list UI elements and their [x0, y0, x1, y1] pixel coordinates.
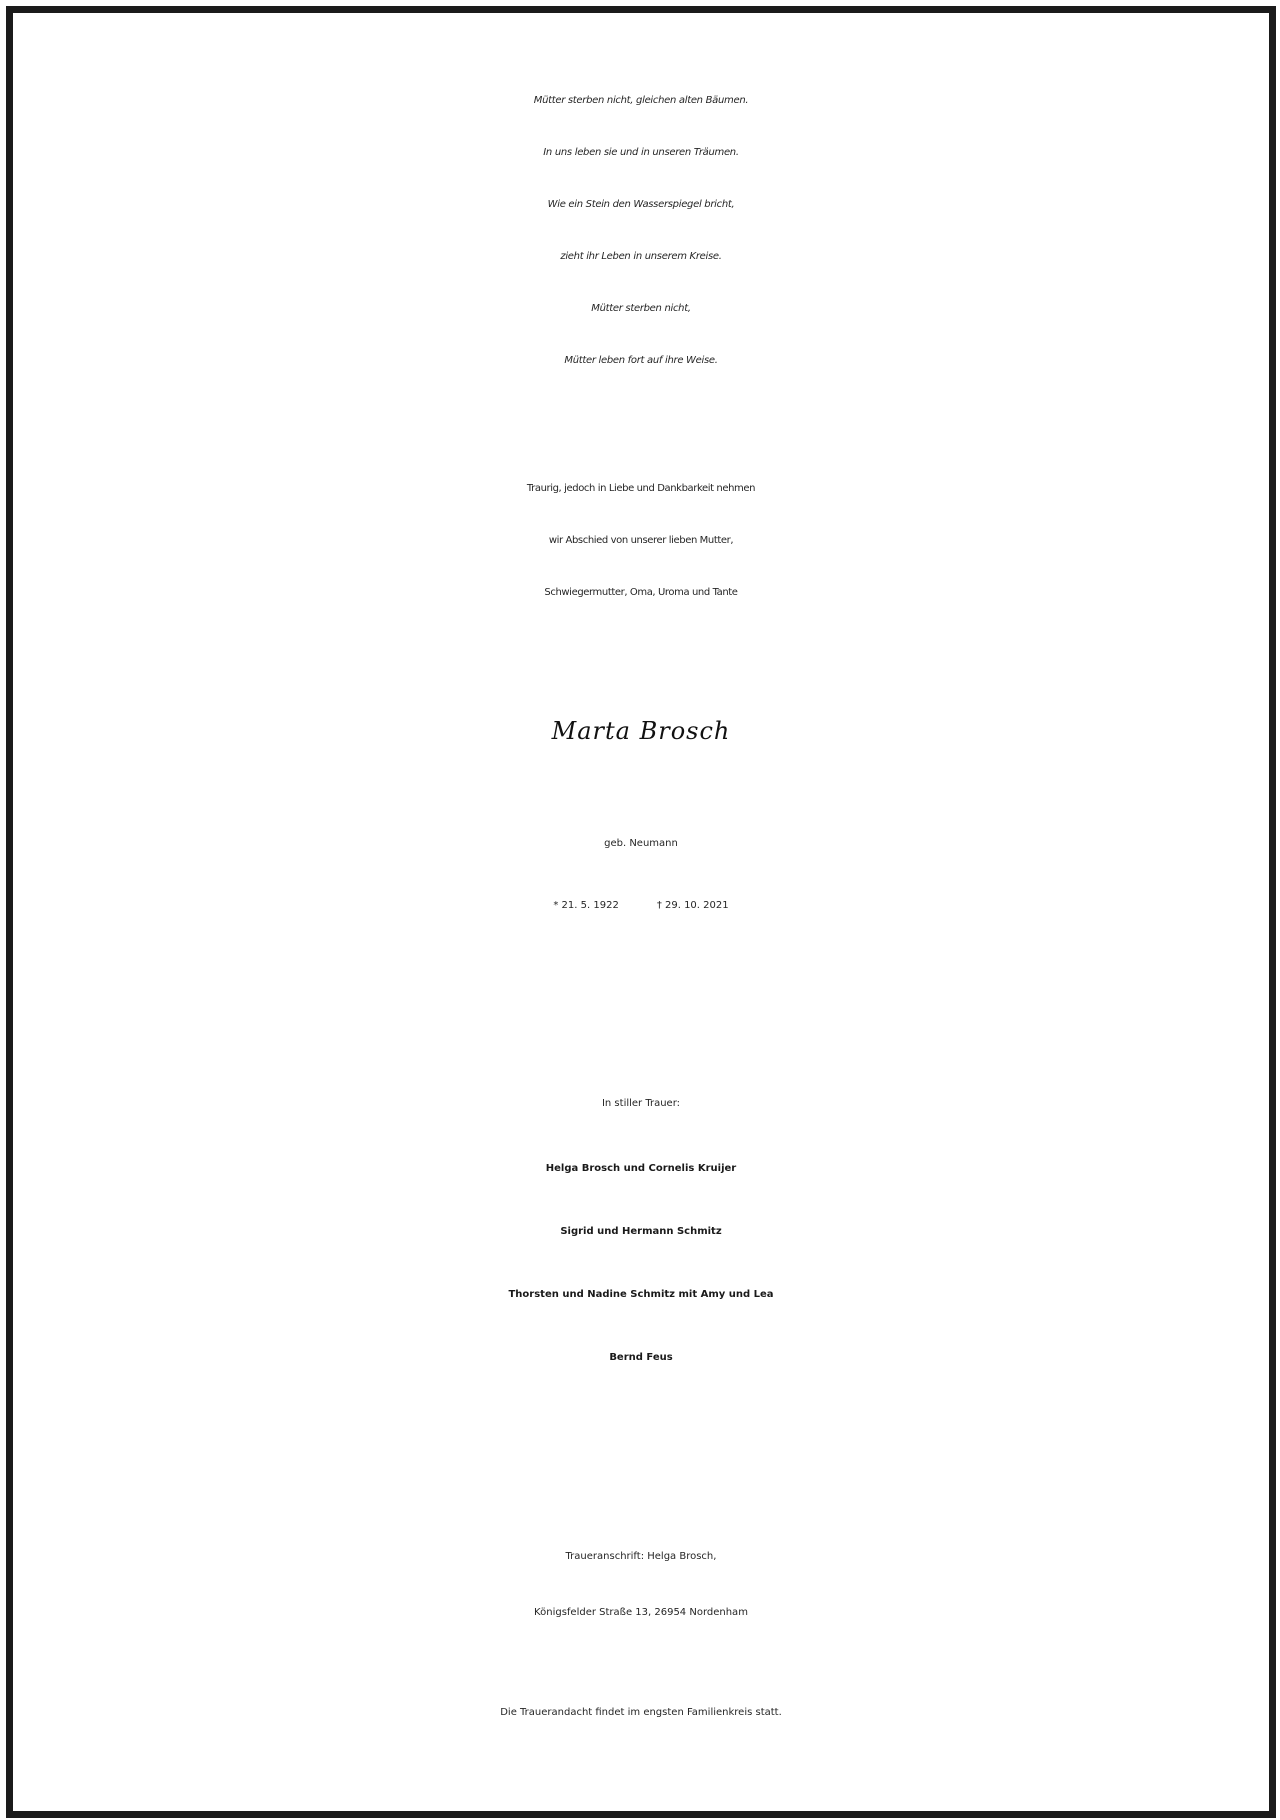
birth-date: * 21. 5. 1922: [553, 900, 619, 911]
deceased-name: Marta Brosch: [551, 717, 731, 745]
mourners-label: In stiller Trauer:: [601, 1098, 681, 1109]
service-note: Die Trauerandacht findet im engsten Familienkreis statt.: [500, 1707, 782, 1718]
poem-line: Mütter leben fort auf ihre Weise.: [564, 355, 718, 366]
maiden-name: geb. Neumann: [604, 838, 678, 849]
death-date: † 29. 10. 2021: [656, 900, 729, 911]
intro-line: Schwiegermutter, Oma, Uroma und Tante: [544, 587, 738, 598]
mourner-name: Helga Brosch und Cornelis Kruijer: [545, 1163, 737, 1174]
mourner-name: Thorsten und Nadine Schmitz mit Amy und Lea: [508, 1289, 774, 1300]
poem-line: Wie ein Stein den Wasserspiegel bricht,: [547, 199, 735, 210]
poem-line: Mütter sterben nicht, gleichen alten Bäumen.: [533, 95, 749, 106]
mourner-name: Bernd Feus: [609, 1352, 673, 1363]
life-dates: [13, 900, 1269, 911]
mourner-name: Sigrid und Hermann Schmitz: [560, 1226, 722, 1237]
poem-line: Mütter sterben nicht,: [591, 303, 691, 314]
poem-line: zieht ihr Leben in unserem Kreise.: [560, 251, 722, 262]
intro-line: wir Abschied von unserer lieben Mutter,: [548, 535, 734, 546]
intro-line: Traurig, jedoch in Liebe und Dankbarkeit nehmen: [526, 483, 756, 494]
mourning-address: Traueranschrift: Helga Brosch,: [565, 1551, 717, 1562]
poem-line: In uns leben sie und in unseren Träumen.: [543, 147, 739, 158]
mourning-address: Königsfelder Straße 13, 26954 Nordenham: [534, 1607, 748, 1618]
obituary-notice: [6, 6, 1276, 1818]
